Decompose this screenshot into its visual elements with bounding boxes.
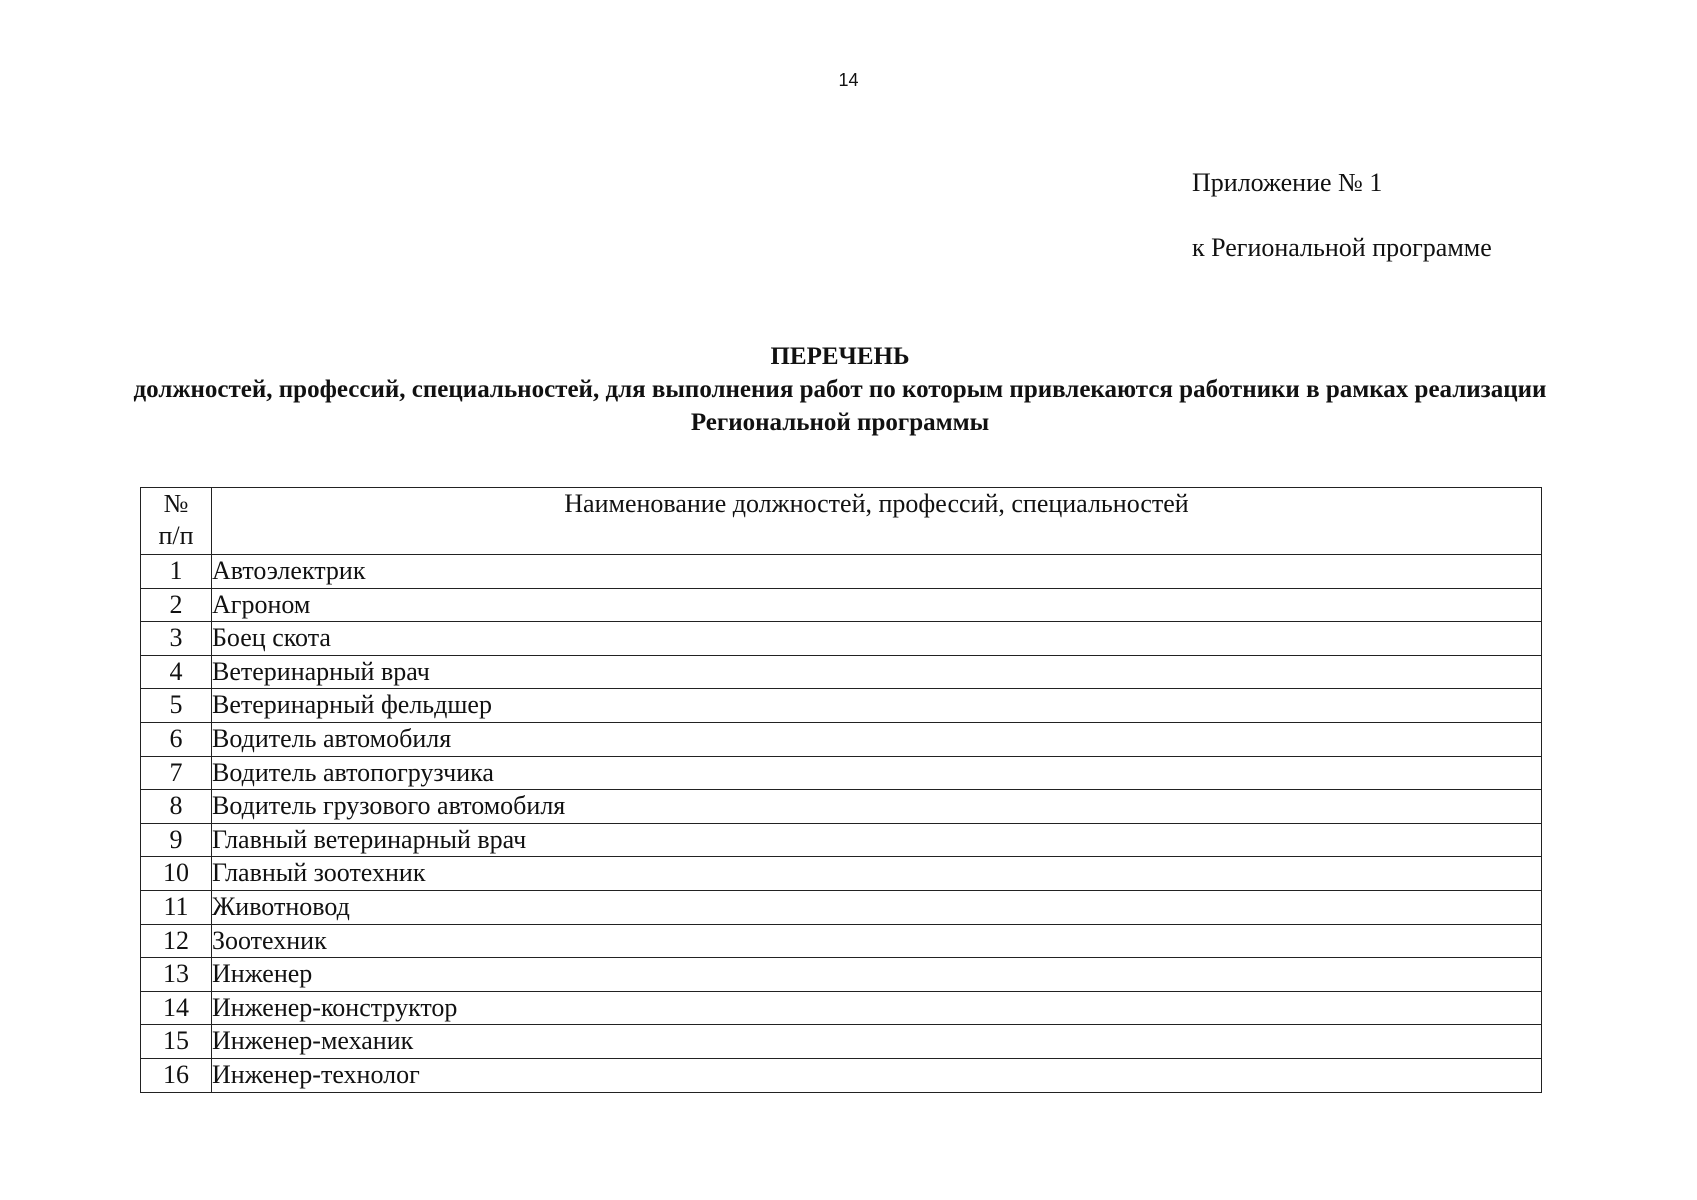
table-row <box>141 689 1542 723</box>
table-header-row <box>141 488 1542 555</box>
position-name: Водитель автопогрузчика <box>212 756 1542 790</box>
appendix-label: Приложение № 1 <box>1192 168 1383 197</box>
table-row <box>141 991 1542 1025</box>
column-header-number-abbrev: п/п <box>158 521 194 550</box>
row-number: 9 <box>141 823 212 857</box>
document-title: ПЕРЕЧЕНЬ <box>770 343 910 370</box>
appendix-reference: к Региональной программе <box>1192 233 1492 262</box>
position-name: Боец скота <box>212 622 1542 656</box>
table-row <box>141 924 1542 958</box>
table-row <box>141 555 1542 589</box>
row-number: 1 <box>141 555 212 589</box>
row-number: 5 <box>141 689 212 723</box>
row-number: 14 <box>141 991 212 1025</box>
column-header-number <box>141 488 212 555</box>
table-row <box>141 790 1542 824</box>
position-name: Ветеринарный фельдшер <box>212 689 1542 723</box>
table-row <box>141 857 1542 891</box>
table-row <box>141 722 1542 756</box>
row-number: 2 <box>141 588 212 622</box>
position-name: Ветеринарный врач <box>212 655 1542 689</box>
table-body <box>141 555 1542 1093</box>
row-number: 7 <box>141 756 212 790</box>
position-name: Инженер-механик <box>212 1025 1542 1059</box>
table-row <box>141 588 1542 622</box>
page-number: 14 <box>838 70 859 90</box>
row-number: 15 <box>141 1025 212 1059</box>
row-number: 16 <box>141 1058 212 1092</box>
position-name: Водитель автомобиля <box>212 722 1542 756</box>
row-number: 8 <box>141 790 212 824</box>
row-number: 13 <box>141 958 212 992</box>
position-name: Главный ветеринарный врач <box>212 823 1542 857</box>
column-header-name: Наименование должностей, профессий, специальностей <box>212 488 1542 555</box>
position-name: Главный зоотехник <box>212 857 1542 891</box>
table-row <box>141 890 1542 924</box>
position-name: Автоэлектрик <box>212 555 1542 589</box>
position-name: Инженер-конструктор <box>212 991 1542 1025</box>
row-number: 3 <box>141 622 212 656</box>
position-name: Инженер-технолог <box>212 1058 1542 1092</box>
table-row <box>141 655 1542 689</box>
table-row <box>141 1025 1542 1059</box>
row-number: 6 <box>141 722 212 756</box>
position-name: Водитель грузового автомобиля <box>212 790 1542 824</box>
positions-table <box>140 487 1542 1093</box>
table-row <box>141 622 1542 656</box>
position-name: Животновод <box>212 890 1542 924</box>
row-number: 10 <box>141 857 212 891</box>
position-name: Агроном <box>212 588 1542 622</box>
row-number: 4 <box>141 655 212 689</box>
position-name: Инженер <box>212 958 1542 992</box>
position-name: Зоотехник <box>212 924 1542 958</box>
column-header-number-symbol: № <box>163 489 189 518</box>
document-subtitle: должностей, профессий, специальностей, для выполнения работ по которым привлекаются работники в рамках реализации Региональной программы <box>133 376 1547 436</box>
table-row <box>141 958 1542 992</box>
row-number: 11 <box>141 890 212 924</box>
table-row <box>141 756 1542 790</box>
table-row <box>141 1058 1542 1092</box>
row-number: 12 <box>141 924 212 958</box>
table-row <box>141 823 1542 857</box>
